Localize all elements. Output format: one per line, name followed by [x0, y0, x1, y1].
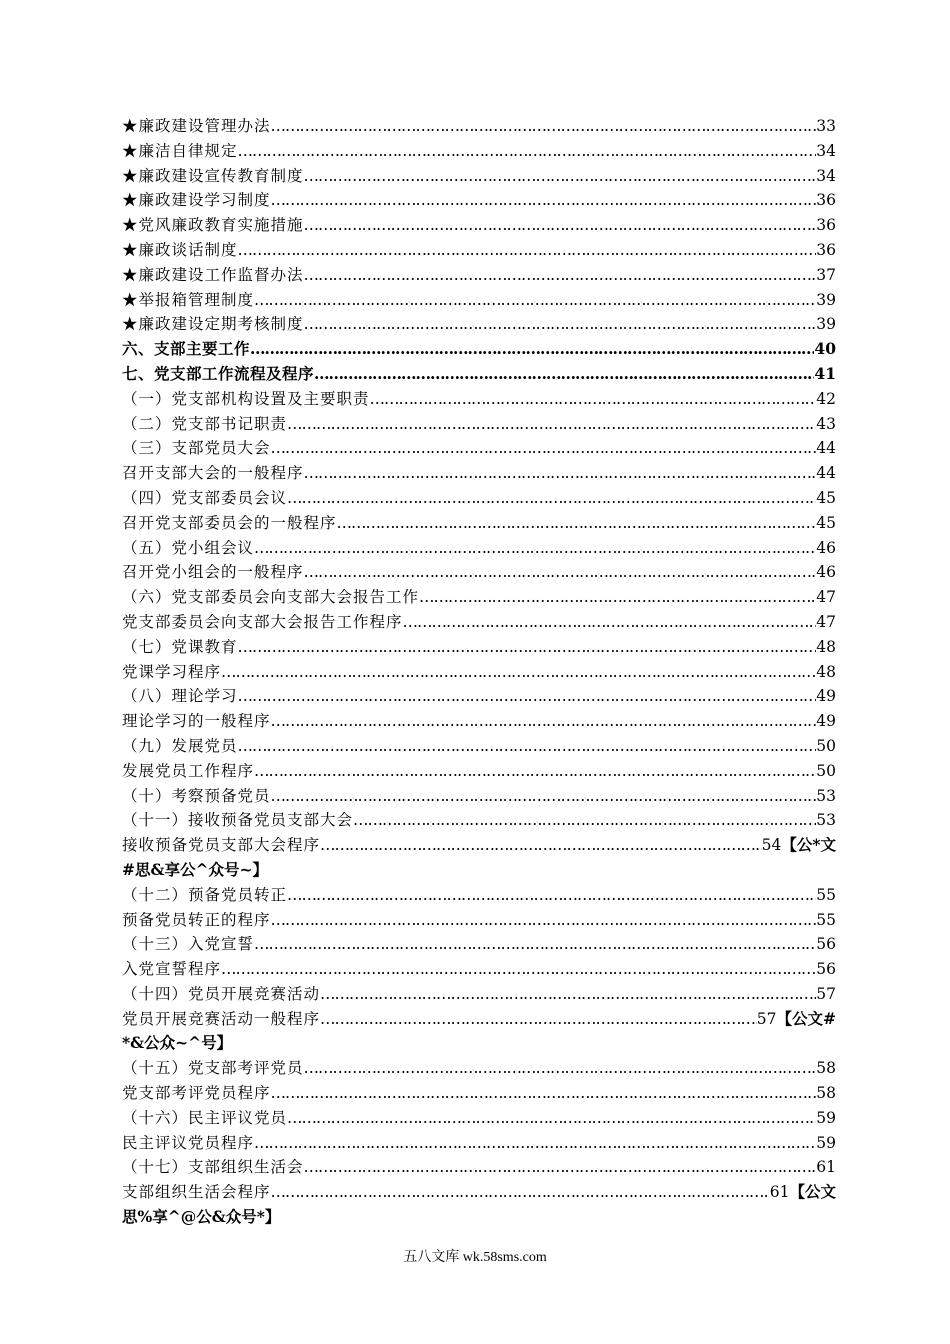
- toc-title: （十四）党员开展竞赛活动: [122, 984, 321, 1003]
- toc-leader: [254, 1131, 816, 1156]
- toc-page-number: 46: [816, 538, 836, 557]
- watermark-text: 【公文: [789, 1182, 836, 1202]
- toc-entry: [122, 511, 836, 536]
- toc-page-number: 39: [816, 290, 836, 309]
- toc-page-number: 48: [816, 662, 836, 681]
- toc-entry: [122, 684, 836, 709]
- toc-title: ★廉政建设工作监督办法: [122, 265, 304, 284]
- toc-leader: [287, 883, 816, 908]
- toc-page-number: 33: [816, 117, 836, 135]
- toc-entry: [122, 585, 836, 610]
- toc-leader: [250, 337, 814, 362]
- toc-entry: [122, 635, 836, 660]
- toc-title: （七）党课教育: [122, 637, 238, 656]
- toc-leader: [254, 932, 816, 957]
- watermark-text: 【公*文: [781, 835, 836, 855]
- watermark-text-continued: #思&享公^众号~】: [122, 859, 268, 879]
- toc-title: （二）党支部书记职责: [122, 414, 288, 433]
- toc-title: 党课学习程序: [122, 662, 222, 681]
- toc-title: 召开党支部委员会的一般程序: [122, 513, 337, 532]
- toc-leader: [271, 114, 817, 139]
- toc-title: （十一）接收预备党员支部大会: [122, 811, 354, 830]
- toc-page-number: 47: [816, 612, 836, 631]
- toc-title: ★廉政建设定期考核制度: [122, 315, 304, 334]
- toc-page-number: 58: [816, 1059, 836, 1078]
- toc-leader: [221, 957, 816, 982]
- toc-title: 党支部委员会向支部大会报告工作程序: [122, 612, 403, 631]
- toc-page-number: 41: [814, 363, 836, 383]
- toc-title: （十）考察预备党员: [122, 786, 271, 805]
- toc-leader: [353, 808, 816, 833]
- toc-page-number: 47: [816, 588, 836, 607]
- toc-title: 入党宣誓程序: [122, 960, 222, 979]
- toc-leader: [221, 660, 816, 685]
- toc-page-number: 36: [816, 216, 836, 235]
- toc-title: （三）支部党员大会: [122, 439, 271, 458]
- toc-page-number: 54: [761, 836, 782, 855]
- toc-leader: [304, 263, 817, 288]
- toc-page-number: 53: [816, 811, 836, 830]
- toc-page-number: 36: [816, 240, 836, 259]
- toc-leader: [304, 312, 817, 337]
- toc-entry: [122, 982, 836, 1007]
- toc-leader: [271, 1180, 770, 1205]
- toc-leader: [304, 461, 817, 486]
- toc-title: （四）党支部委员会议: [122, 488, 288, 507]
- toc-page-number: 34: [816, 166, 836, 185]
- toc-entry: [122, 263, 836, 288]
- toc-leader: [370, 387, 817, 412]
- toc-entry: [122, 486, 836, 511]
- toc-page-number: 53: [816, 786, 836, 805]
- toc-page-number: 59: [816, 1133, 836, 1152]
- toc-entry: [122, 1081, 836, 1106]
- watermark-text: 【公文#: [776, 1008, 836, 1028]
- toc-title: 党支部考评党员程序: [122, 1084, 271, 1103]
- toc-entry: [122, 312, 836, 337]
- toc-title: ★廉政谈话制度: [122, 240, 238, 259]
- toc-leader: [287, 486, 816, 511]
- toc-section-heading: [122, 362, 836, 387]
- toc-page-number: 50: [816, 736, 836, 755]
- toc-title: 支部组织生活会程序: [122, 1183, 271, 1202]
- toc-entry: [122, 759, 836, 784]
- toc-page-number: 34: [816, 141, 836, 160]
- toc-page-number: 57: [816, 984, 836, 1003]
- toc-page-number: 61: [769, 1183, 790, 1202]
- toc-title: 党员开展竞赛活动一般程序: [122, 1009, 321, 1028]
- toc-entry: [122, 1106, 836, 1131]
- toc-title: ★廉政建设管理办法: [122, 117, 271, 135]
- toc-page-number: 46: [816, 563, 836, 582]
- toc-entry: [122, 288, 836, 313]
- toc-leader: [287, 412, 816, 437]
- toc-page-number: 59: [816, 1108, 836, 1127]
- toc-page-number: 55: [816, 910, 836, 929]
- toc-entry: [122, 436, 836, 461]
- toc-entry: [122, 1056, 836, 1081]
- toc-title: ★廉政建设学习制度: [122, 191, 271, 210]
- toc-leader: [314, 362, 814, 387]
- toc-leader: [320, 833, 762, 858]
- toc-page-number: 56: [816, 960, 836, 979]
- toc-title: （十三）入党宣誓: [122, 935, 255, 954]
- toc-title: （五）党小组会议: [122, 538, 255, 557]
- toc-entry: [122, 461, 836, 486]
- toc-page-number: 58: [816, 1084, 836, 1103]
- toc-title: （十五）党支部考评党员: [122, 1059, 304, 1078]
- toc-page-number: 42: [816, 389, 836, 408]
- toc-title: 六、支部主要工作: [122, 339, 251, 359]
- toc-entry: [122, 164, 836, 189]
- toc-leader: [304, 213, 817, 238]
- toc-title: ★举报箱管理制度: [122, 290, 255, 309]
- toc-leader: [304, 1155, 817, 1180]
- toc-entry: [122, 412, 836, 437]
- toc-entry: [122, 957, 836, 982]
- toc-title: （九）发展党员: [122, 736, 238, 755]
- toc-title: 召开党小组会的一般程序: [122, 563, 304, 582]
- toc-leader: [287, 1106, 816, 1131]
- toc-title: 发展党员工作程序: [122, 761, 255, 780]
- toc-leader: [320, 1007, 757, 1032]
- toc-page-number: 39: [816, 315, 836, 334]
- toc-page-number: 40: [814, 339, 836, 359]
- toc-leader: [320, 982, 816, 1007]
- toc-page-number: 49: [816, 712, 836, 731]
- page-footer: 五八文库 wk.58sms.com: [403, 1250, 547, 1265]
- toc-leader: [238, 684, 817, 709]
- toc-entry: [122, 1131, 836, 1156]
- toc-page-number: 45: [816, 488, 836, 507]
- toc-entry: [122, 387, 836, 412]
- toc-entry: [122, 932, 836, 957]
- toc-leader: [254, 759, 816, 784]
- toc-title: （六）党支部委员会向支部大会报告工作: [122, 588, 420, 607]
- toc-page-number: 57: [756, 1009, 777, 1028]
- toc-page-number: 36: [816, 191, 836, 210]
- toc-page-number: 48: [816, 637, 836, 656]
- toc-title: 接收预备党员支部大会程序: [122, 836, 321, 855]
- toc-title: 民主评议党员程序: [122, 1133, 255, 1152]
- toc-entry: [122, 1155, 836, 1180]
- toc-entry: [122, 238, 836, 263]
- toc-title: （十七）支部组织生活会: [122, 1158, 304, 1177]
- toc-page-number: 56: [816, 935, 836, 954]
- toc-leader: [238, 139, 817, 164]
- toc-title: 七、党支部工作流程及程序: [122, 363, 315, 383]
- toc-page-number: 61: [816, 1158, 836, 1177]
- toc-page-number: 37: [816, 265, 836, 284]
- watermark-text-continued: 思%享^@公&众号*】: [122, 1207, 281, 1227]
- toc-section-heading: [122, 337, 836, 362]
- toc-leader: [254, 536, 816, 561]
- toc-entry: [122, 536, 836, 561]
- toc-title: 召开支部大会的一般程序: [122, 464, 304, 483]
- toc-page-number: 49: [816, 687, 836, 706]
- toc-title: 理论学习的一般程序: [122, 712, 271, 731]
- toc-leader: [271, 188, 817, 213]
- toc-leader: [419, 585, 816, 610]
- toc-leader: [304, 560, 817, 585]
- toc-entry: [122, 610, 836, 635]
- toc-title: （八）理论学习: [122, 687, 238, 706]
- toc-entry: [122, 709, 836, 734]
- toc-leader: [337, 511, 817, 536]
- toc-leader: [271, 1081, 817, 1106]
- toc-entry: [122, 883, 836, 908]
- toc-entry: [122, 213, 836, 238]
- toc-page-number: 45: [816, 513, 836, 532]
- toc-leader: [403, 610, 817, 635]
- toc-entry: [122, 1180, 836, 1205]
- toc-leader: [304, 1056, 817, 1081]
- watermark-text-continued: *&公众~^号】: [122, 1033, 233, 1053]
- toc-leader: [271, 709, 817, 734]
- toc-entry: [122, 560, 836, 585]
- toc-entry: [122, 833, 836, 858]
- toc-page-number: 44: [816, 439, 836, 458]
- toc-title: 预备党员转正的程序: [122, 910, 271, 929]
- toc-entry: [122, 188, 836, 213]
- toc-page-number: 44: [816, 464, 836, 483]
- toc-leader: [271, 908, 817, 933]
- toc-leader: [238, 734, 817, 759]
- toc-page-number: 55: [816, 885, 836, 904]
- toc-entry: [122, 139, 836, 164]
- toc-entry: [122, 734, 836, 759]
- toc-title: ★党风廉政教育实施措施: [122, 216, 304, 235]
- toc-entry: [122, 908, 836, 933]
- toc-leader: [238, 238, 817, 263]
- toc-leader: [271, 436, 817, 461]
- toc-leader: [238, 635, 817, 660]
- toc-page-number: 50: [816, 761, 836, 780]
- toc-title: ★廉洁自律规定: [122, 141, 238, 160]
- toc-entry: [122, 1007, 836, 1032]
- toc-title: （十二）预备党员转正: [122, 885, 288, 904]
- toc-title: （一）党支部机构设置及主要职责: [122, 389, 370, 408]
- toc-entry: [122, 660, 836, 685]
- toc-entry: [122, 808, 836, 833]
- toc-entry: [122, 784, 836, 809]
- toc-leader: [254, 288, 816, 313]
- toc-title: （十六）民主评议党员: [122, 1108, 288, 1127]
- toc-page-number: 43: [816, 414, 836, 433]
- table-of-contents: [122, 114, 836, 1230]
- toc-entry: [122, 114, 836, 139]
- toc-leader: [304, 164, 817, 189]
- toc-title: ★廉政建设宣传教育制度: [122, 166, 304, 185]
- toc-leader: [271, 784, 817, 809]
